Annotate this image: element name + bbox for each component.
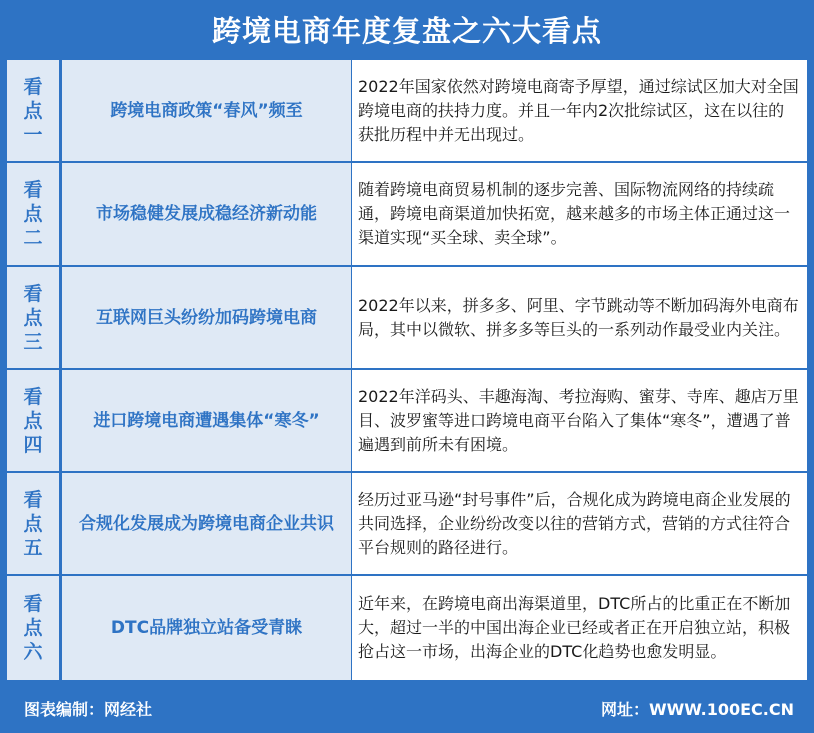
highlight-label: 看 点 一	[7, 60, 62, 161]
highlight-label: 看 点 三	[7, 267, 62, 368]
highlight-description: 经历过亚马逊“封号事件”后，合规化成为跨境电商企业发展的共同选择，企业纷纷改变以往的营销方式，营销的方式往符合平台规则的路径进行。	[352, 473, 807, 574]
highlight-row-5	[7, 473, 807, 576]
highlight-topic: 进口跨境电商遭遇集体“寒冬”	[62, 370, 352, 471]
footer-website: 网址：WWW.100EC.CN	[600, 699, 794, 719]
highlight-description: 随着跨境电商贸易机制的逐步完善、国际物流网络的持续疏通，跨境电商渠道加快拓宽，越来越多的市场主体正通过这一渠道实现“买全球、卖全球”。	[352, 163, 807, 265]
highlight-label: 看 点 六	[7, 576, 62, 680]
highlight-row-4	[7, 370, 807, 473]
highlights-table	[7, 60, 807, 680]
highlight-row-2	[7, 163, 807, 267]
highlight-topic: 互联网巨头纷纷加码跨境电商	[62, 267, 352, 368]
footer	[0, 683, 814, 733]
highlight-label: 看 点 四	[7, 370, 62, 471]
page-title: 跨境电商年度复盘之六大看点	[211, 13, 602, 48]
footer-credit: 图表编制：网经社	[24, 699, 153, 719]
highlight-row-6	[7, 576, 807, 680]
highlight-topic: 合规化发展成为跨境电商企业共识	[62, 473, 352, 574]
highlight-topic: DTC品牌独立站备受青睐	[62, 576, 352, 680]
highlight-row-3	[7, 267, 807, 370]
highlight-topic: 跨境电商政策“春风”频至	[62, 60, 352, 161]
highlight-description: 近年来，在跨境电商出海渠道里，DTC所占的比重正在不断加大，超过一半的中国出海企业已经或者正在开启独立站，积极抢占这一市场，出海企业的DTC化趋势也愈发明显。	[352, 576, 807, 680]
highlight-description: 2022年洋码头、丰趣海淘、考拉海购、蜜芽、寺库、趣店万里目、波罗蜜等进口跨境电商平台陷入了集体“寒冬”，遭遇了普遍遇到前所未有困境。	[352, 370, 807, 471]
highlight-label: 看 点 五	[7, 473, 62, 574]
highlight-description: 2022年以来，拼多多、阿里、字节跳动等不断加码海外电商布局，其中以微软、拼多多等巨头的一系列动作最受业内关注。	[352, 267, 807, 368]
highlight-label: 看 点 二	[7, 163, 62, 265]
highlight-topic: 市场稳健发展成稳经济新动能	[62, 163, 352, 265]
highlight-description: 2022年国家依然对跨境电商寄予厚望，通过综试区加大对全国跨境电商的扶持力度。并且一年内2次批综试区，这在以往的获批历程中并无出现过。	[352, 60, 807, 161]
highlight-row-1	[7, 60, 807, 163]
